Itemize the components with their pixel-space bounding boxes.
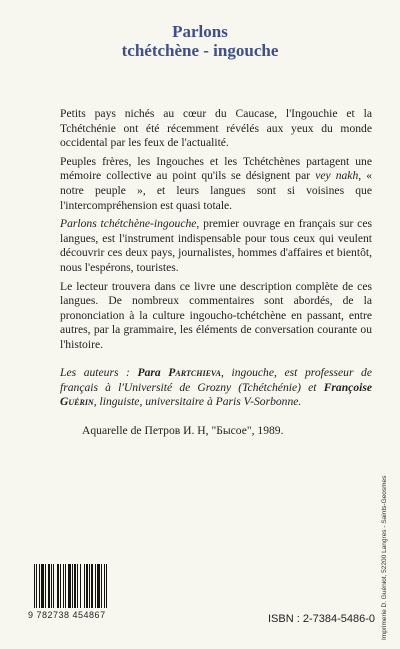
barcode-bar — [106, 564, 107, 608]
title-line-2: tchétchène - ingouche — [121, 41, 279, 60]
paragraph-2-end: , « notre peuple », et leurs langues sont si voisines que l'intercompréhension est quasi totale. — [60, 169, 373, 212]
paragraph-1: Petits pays nichés au cœur du Caucase, l'Ingouchie et la Tchétchénie ont été récemment révélés aux yeux du monde occidental par les feux de l'actualité. — [60, 107, 372, 150]
barcode — [28, 564, 138, 622]
barcode-bars — [34, 564, 138, 608]
blurb — [60, 107, 372, 357]
author-2-last-name: Guérin — [60, 395, 94, 409]
printer-note: Imprimerie D. Guéniot, 52200 Langres - Saints-Geosmes — [381, 475, 388, 640]
paragraph-4: Le lecteur trouvera dans ce livre une description complète de ces langues. De nombreux commentaires sont abordés, de la prononciation à la culture ingoucho-tchétchène en passant, entre autres, par la grammaire, les éléments de conversation courante ou l'histoire. — [60, 279, 372, 351]
printer-note-wrap — [378, 420, 388, 640]
paragraph-2-italic: vey nakh — [315, 169, 359, 183]
paragraph-3-italic: Parlons tchétchène-ingouche — [60, 217, 197, 231]
paragraph-3-end: , premier ouvrage en français sur ces langues, est l'instrument indispensable pour tous ceux qui veulent découvrir ces deux pays, journalistes, hommes d'affaires et bientôt, nous l'espérons, touristes. — [60, 217, 372, 274]
paragraph-2-start: Peuples frères, les Ingouches et les Tchétchènes partagent une mémoire collective au point qu'ils se désignent par — [60, 154, 372, 183]
paragraph-2 — [60, 155, 372, 213]
authors-note — [60, 366, 372, 410]
author-1-description: , ingouche, est professeur de français à l'Université de Grozny (Tchétchénie) et — [60, 366, 372, 394]
author-1-first-name: Para — [137, 366, 169, 379]
paragraph-3 — [60, 217, 372, 275]
book-title — [0, 22, 400, 60]
authors-intro: Les auteurs : — [60, 366, 138, 379]
barcode-digits: 9 782738 454867 — [28, 610, 106, 620]
isbn: ISBN : 2-7384-5486-0 — [268, 613, 376, 625]
author-2-first-name: Françoise — [323, 380, 372, 394]
author-1-last-name: Partchieva — [168, 366, 222, 379]
title-line-1: Parlons — [172, 22, 228, 41]
illustration-credit: Aquarelle de Петров И. Н, "Бысое", 1989. — [82, 424, 284, 437]
author-2-description: , linguiste, universitaire à Paris V-Sorbonne. — [93, 395, 302, 409]
